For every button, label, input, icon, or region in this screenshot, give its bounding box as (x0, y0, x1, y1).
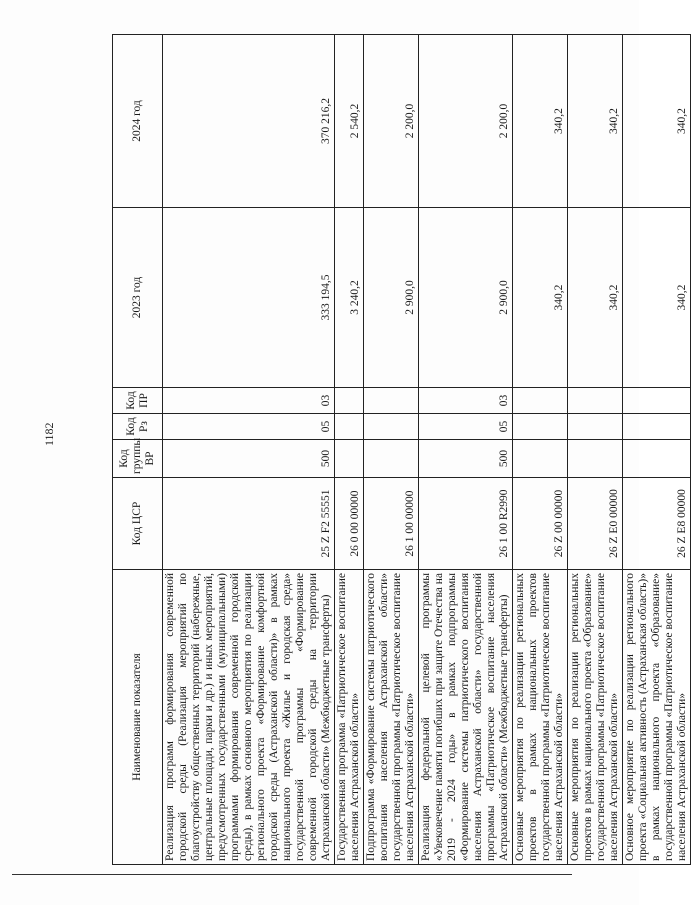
row-2024: 340,2 (513, 35, 568, 208)
row-vr: 500 (419, 440, 513, 478)
row-csr: 26 0 00 00000 (335, 478, 364, 570)
budget-table (112, 34, 691, 865)
row-pr: 03 (163, 388, 335, 414)
row-2024: 340,2 (568, 35, 623, 208)
table-row (513, 35, 568, 865)
header-name: Наименование показателя (113, 570, 163, 865)
row-2023: 333 194,5 (163, 208, 335, 388)
row-vr (568, 440, 623, 478)
table-row (568, 35, 623, 865)
row-rz (364, 414, 419, 440)
header-pr: Код ПР (113, 388, 163, 414)
header-2024: 2024 год (113, 35, 163, 208)
row-2023: 2 900,0 (419, 208, 513, 388)
row-vr (623, 440, 691, 478)
row-2024: 370 216,2 (163, 35, 335, 208)
row-vr (513, 440, 568, 478)
row-vr (335, 440, 364, 478)
row-rz (568, 414, 623, 440)
header-csr: Код ЦСР (113, 478, 163, 570)
row-2023: 2 900,0 (364, 208, 419, 388)
row-2024: 2 540,2 (335, 35, 364, 208)
header-row (113, 35, 163, 865)
header-2023: 2023 год (113, 208, 163, 388)
row-csr: 26 1 00 00000 (364, 478, 419, 570)
table-row (163, 35, 335, 865)
row-2024: 340,2 (623, 35, 691, 208)
row-name: Подпрограмма «Формирование системы патриотического воспитания населения Астраханской области» государственной программы «Патриотическое воспитание населения Астраханской области» (364, 570, 419, 865)
row-name: Основное мероприятие по реализации регионального проекта «Социальная активность (Астраханская область)» в рамках национального проекта «Образование» государственной программы «Патриотическое воспитание населения Астраханской области» (623, 570, 691, 865)
row-csr: 25 Z F2 55551 (163, 478, 335, 570)
row-pr (623, 388, 691, 414)
row-name: Реализация федеральной целевой программы «Увековечение памяти погибших при защите Отечества на 2019 - 2024 годы» в рамках подпрограммы «Формирование системы патриотического воспитания населения Астраханской области» государственной программы «Патриотическое воспитание населения Астраханской области» (Межбюджетные трансферты) (419, 570, 513, 865)
row-csr: 26 Z E0 00000 (568, 478, 623, 570)
row-pr (364, 388, 419, 414)
row-csr: 26 Z 00 00000 (513, 478, 568, 570)
row-pr (568, 388, 623, 414)
row-pr (513, 388, 568, 414)
row-2023: 340,2 (623, 208, 691, 388)
header-vr: Код группы ВР (113, 440, 163, 478)
table-row (364, 35, 419, 865)
table-row (623, 35, 691, 865)
header-rz: Код Рз (113, 414, 163, 440)
row-2024: 2 200,0 (419, 35, 513, 208)
row-name: Реализация программ формирования современной городской среды (Реализация мероприятий по благоустройству общественных территорий (набережные, центральные площади, парки и др.) и иных мероприятий, предусмотренных государственными (муниципальными) программами формирования современной городской среды), в рамках основного мероприятия по реализации регионального проекта «Формирование комфортной городской среды (Астраханской области)» в рамках национального проекта «Жилье и городская среда» государственной программы «Формирование современной городской среды на территории Астраханской области» (Межбюджетные трансферты) (163, 570, 335, 865)
row-vr: 500 (163, 440, 335, 478)
row-2023: 340,2 (568, 208, 623, 388)
footer-divider (12, 874, 572, 875)
row-csr: 26 Z E8 00000 (623, 478, 691, 570)
row-2023: 340,2 (513, 208, 568, 388)
row-2023: 3 240,2 (335, 208, 364, 388)
table-row (335, 35, 364, 865)
row-rz (335, 414, 364, 440)
row-name: Основные мероприятия по реализации региональных проектов в рамках национальных проектов государственной программы «Патриотическое воспитание населения Астраханской области» (513, 570, 568, 865)
row-2024: 2 200,0 (364, 35, 419, 208)
row-csr: 26 1 00 R2990 (419, 478, 513, 570)
row-vr (364, 440, 419, 478)
row-pr: 03 (419, 388, 513, 414)
row-name: Основные мероприятия по реализации региональных проектов в рамках национального проекта «Образование» государственной программы «Патриотическое воспитание населения Астраханской области» (568, 570, 623, 865)
row-name: Государственная программа «Патриотическое воспитание населения Астраханской области» (335, 570, 364, 865)
row-rz (513, 414, 568, 440)
page-number: 1182 (42, 422, 56, 446)
row-rz: 05 (419, 414, 513, 440)
row-rz: 05 (163, 414, 335, 440)
table-row (419, 35, 513, 865)
rotated-table-container (112, 35, 688, 865)
row-pr (335, 388, 364, 414)
row-rz (623, 414, 691, 440)
